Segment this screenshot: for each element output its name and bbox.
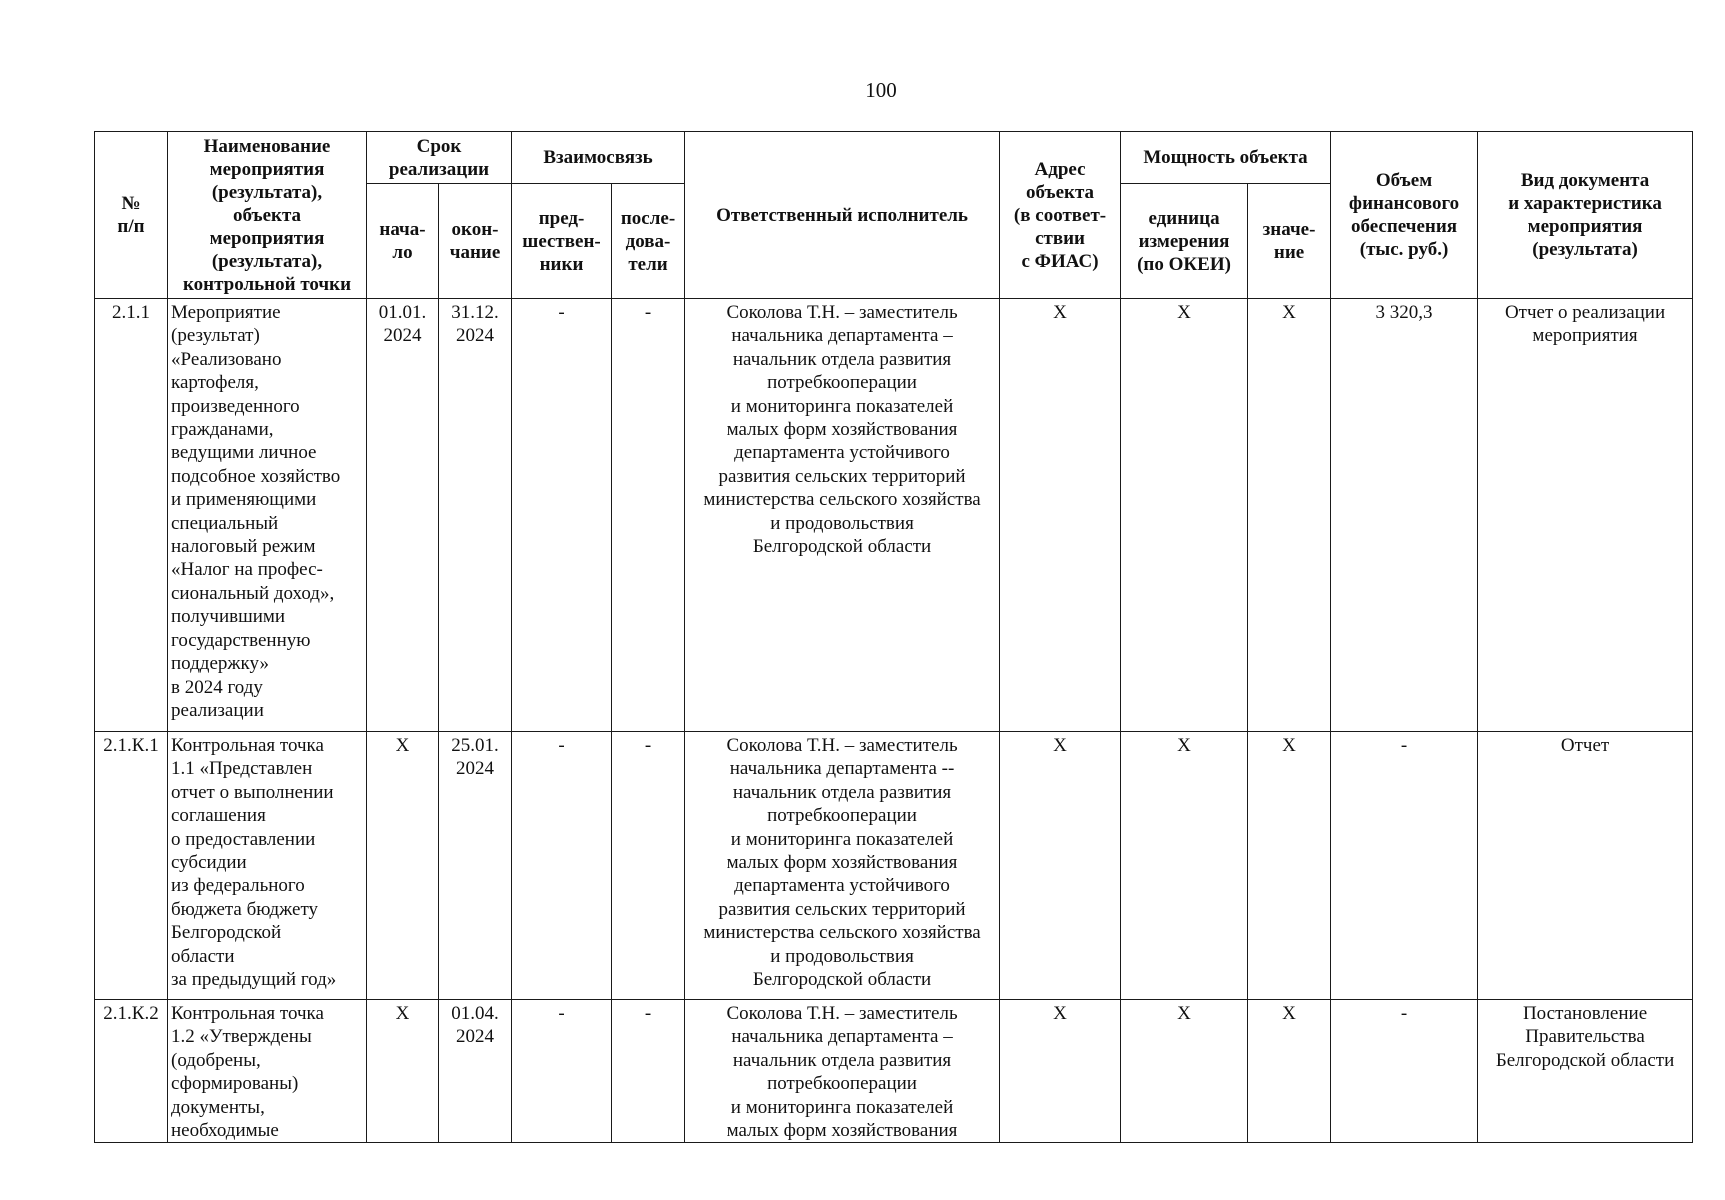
table-row — [95, 1000, 1693, 1143]
header-row-top — [95, 132, 1693, 184]
row-end: 01.04. 2024 — [439, 1000, 512, 1143]
header-doc-type: Вид документа и характеристика мероприятия (результата) — [1478, 132, 1693, 299]
row-doc: Постановление Правительства Белгородской области — [1478, 1000, 1693, 1143]
row-end: 25.01. 2024 — [439, 732, 512, 1000]
row-address: Х — [1000, 732, 1121, 1000]
header-name: Наименование мероприятия (результата), объекта мероприятия (результата), контрольной точки — [168, 132, 367, 299]
row-executor: Соколова Т.Н. – заместитель начальника департамента – начальник отдела развития потребкооперации и мониторинга показателей малых форм хозяйствования — [685, 1000, 1000, 1143]
page-number: 100 — [865, 78, 897, 102]
row-end: 31.12. 2024 — [439, 299, 512, 732]
header-relation: Взаимосвязь — [512, 132, 685, 184]
row-finance: 3 320,3 — [1331, 299, 1478, 732]
row-start: Х — [367, 732, 439, 1000]
header-value: значе- ние — [1248, 184, 1331, 299]
row-name: Контрольная точка 1.2 «Утверждены (одобрены, сформированы) документы, необходимые — [168, 1000, 367, 1143]
row-unit: Х — [1121, 299, 1248, 732]
plan-table — [94, 131, 1693, 1143]
row-address: Х — [1000, 1000, 1121, 1143]
row-start: Х — [367, 1000, 439, 1143]
row-number: 2.1.К.1 — [95, 732, 168, 1000]
row-name: Контрольная точка 1.1 «Представлен отчет о выполнении соглашения о предоставлении субсидии из федерального бюджета бюджету Белгородской области за предыдущий год» — [168, 732, 367, 1000]
header-term-end: окон- чание — [439, 184, 512, 299]
row-unit: Х — [1121, 732, 1248, 1000]
row-predecessors: - — [512, 732, 612, 1000]
row-unit: Х — [1121, 1000, 1248, 1143]
row-number: 2.1.1 — [95, 299, 168, 732]
header-successors: после- дова- тели — [612, 184, 685, 299]
row-address: Х — [1000, 299, 1121, 732]
header-unit: единица измерения (по ОКЕИ) — [1121, 184, 1248, 299]
row-predecessors: - — [512, 299, 612, 732]
header-address: Адрес объекта (в соответ- ствии с ФИАС) — [1000, 132, 1121, 299]
row-finance: - — [1331, 732, 1478, 1000]
row-value: Х — [1248, 1000, 1331, 1143]
row-successors: - — [612, 732, 685, 1000]
header-executor: Ответственный исполнитель — [685, 132, 1000, 299]
row-successors: - — [612, 299, 685, 732]
table-row — [95, 299, 1693, 732]
row-doc: Отчет о реализации мероприятия — [1478, 299, 1693, 732]
row-doc: Отчет — [1478, 732, 1693, 1000]
row-start: 01.01. 2024 — [367, 299, 439, 732]
row-executor: Соколова Т.Н. – заместитель начальника департамента – начальник отдела развития потребкооперации и мониторинга показателей малых форм хозяйствования департамента устойчивого развития сельских территорий министерства сельского хозяйства и продовольствия Белгородской области — [685, 299, 1000, 732]
row-finance: - — [1331, 1000, 1478, 1143]
table-row — [95, 732, 1693, 1000]
row-successors: - — [612, 1000, 685, 1143]
row-number: 2.1.К.2 — [95, 1000, 168, 1143]
row-predecessors: - — [512, 1000, 612, 1143]
header-predecessors: пред- шествен- ники — [512, 184, 612, 299]
header-term: Срок реализации — [367, 132, 512, 184]
row-executor: Соколова Т.Н. – заместитель начальника департамента -- начальник отдела развития потребкооперации и мониторинга показателей малых форм хозяйствования департамента устойчивого развития сельских территорий министерства сельского хозяйства и продовольствия Белгородской области — [685, 732, 1000, 1000]
header-num: № п/п — [95, 132, 168, 299]
row-value: Х — [1248, 299, 1331, 732]
header-finance: Объем финансового обеспечения (тыс. руб.) — [1331, 132, 1478, 299]
header-term-start: нача- ло — [367, 184, 439, 299]
header-capacity: Мощность объекта — [1121, 132, 1331, 184]
row-name: Мероприятие (результат) «Реализовано картофеля, произведенного гражданами, ведущими личное подсобное хозяйство и применяющими специальный налоговый режим «Налог на профес- сиональный доход», получившими государственную поддержку» в 2024 году реализации — [168, 299, 367, 732]
row-value: Х — [1248, 732, 1331, 1000]
